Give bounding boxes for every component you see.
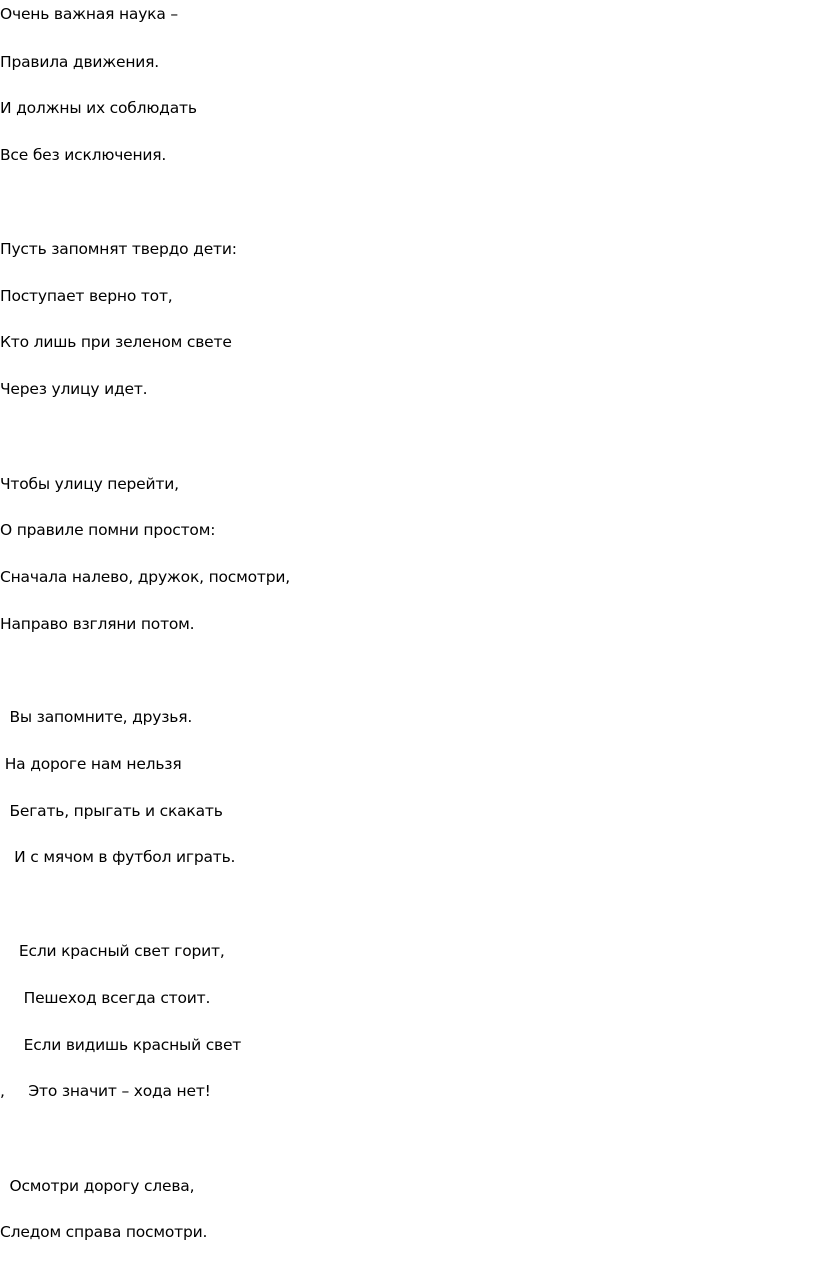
poem-line: Если красный свет горит, [0,942,225,960]
poem-line: Правила движения. [0,53,160,71]
poem-line: Пешеход всегда стоит. [0,989,211,1007]
poem-line: Следом справа посмотри. [0,1223,208,1241]
poem-line: О правиле помни простом: [0,521,216,539]
poem-line: Пусть запомнят твердо дети: [0,240,237,258]
poem-line: Через улицу идет. [0,380,148,398]
poem-line: , Это значит – хода нет! [0,1082,211,1100]
poem-line: На дороге нам нельзя [0,755,182,773]
poem-line: Поступает верно тот, [0,287,173,305]
poem-line: И с мячом в футбол играть. [0,848,236,866]
poem-line: Если видишь красный свет [0,1036,242,1054]
poem-line: Все без исключения. [0,146,167,164]
poem-line: Направо взгляни потом. [0,615,195,633]
poem-line: Чтобы улицу перейти, [0,475,179,493]
poem-line: И должны их соблюдать [0,99,197,117]
poem-line: Осмотри дорогу слева, [0,1177,195,1195]
poem-line: Сначала налево, дружок, посмотри, [0,568,290,586]
poem-line: Очень важная наука – [0,5,178,23]
poem-line: Вы запомните, друзья. [0,708,193,726]
poem-line: Бегать, прыгать и скакать [0,802,223,820]
poem-line: Кто лишь при зеленом свете [0,333,232,351]
